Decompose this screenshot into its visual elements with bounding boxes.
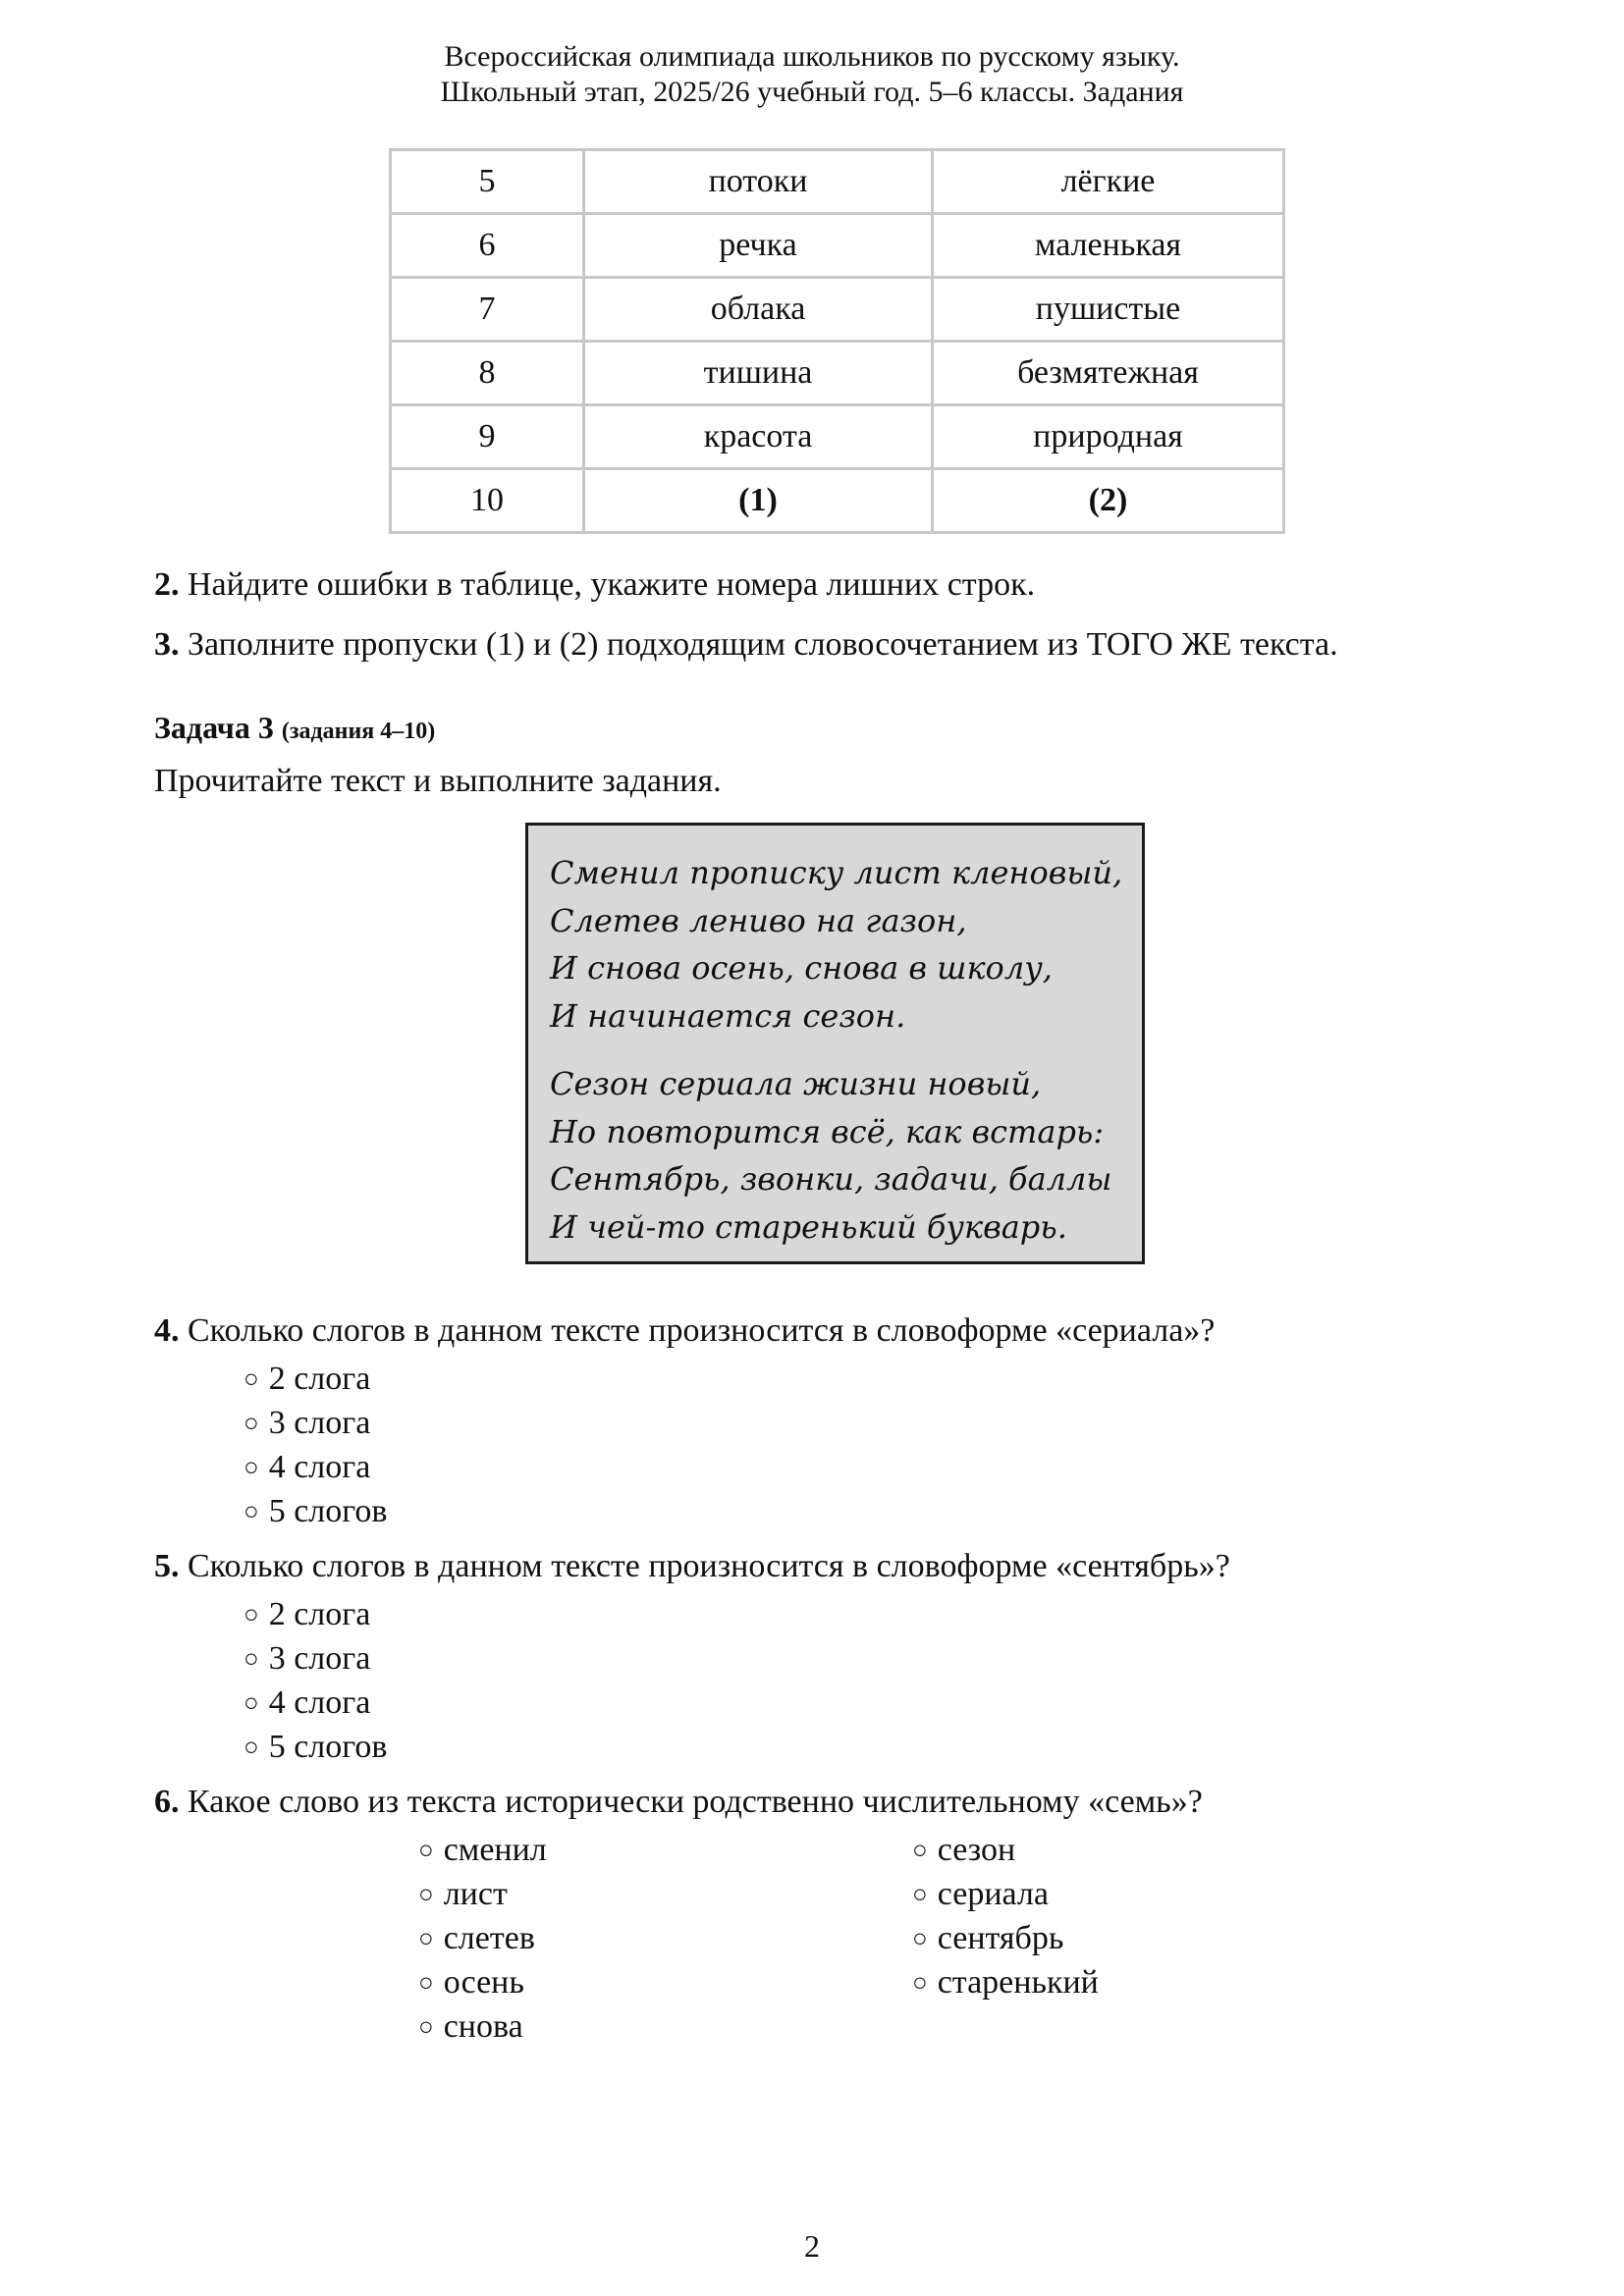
option-label: слетев bbox=[443, 1920, 535, 1956]
poem-stanza-2 bbox=[550, 1060, 1142, 1251]
task-text: Найдите ошибки в таблице, укажите номера лишних строк. bbox=[179, 566, 1036, 603]
answer-option[interactable] bbox=[244, 1681, 387, 1725]
question-5 bbox=[154, 1548, 1230, 1585]
question-number: 6. bbox=[154, 1784, 180, 1820]
option-label: снова bbox=[443, 2008, 523, 2045]
answer-option[interactable] bbox=[244, 1401, 387, 1445]
question-text: Какое слово из текста исторически родственно числительному «семь»? bbox=[179, 1784, 1203, 1820]
table-row bbox=[391, 214, 1284, 278]
row-number: 7 bbox=[391, 278, 584, 342]
adjective-cell: пушистые bbox=[933, 278, 1284, 342]
option-label: 3 слога bbox=[268, 1640, 371, 1677]
task-text: Заполните пропуски (1) и (2) подходящим словосочетанием из ТОГО ЖЕ текста. bbox=[179, 626, 1338, 663]
question-4-options bbox=[244, 1357, 387, 1533]
option-label: сменил bbox=[443, 1832, 547, 1868]
poem-stanza-1 bbox=[550, 849, 1142, 1040]
question-6 bbox=[154, 1784, 1203, 1821]
answer-option[interactable] bbox=[912, 1828, 1099, 1872]
radio-circle-icon[interactable]: ○ bbox=[244, 1733, 259, 1761]
radio-circle-icon[interactable]: ○ bbox=[418, 1924, 434, 1952]
question-text: Сколько слогов в данном тексте произносится в словоформе «сериала»? bbox=[179, 1312, 1216, 1349]
problem-subtitle: (задания 4–10) bbox=[281, 719, 436, 744]
radio-circle-icon[interactable]: ○ bbox=[418, 1968, 434, 1997]
row-number: 9 bbox=[391, 405, 584, 469]
task-3 bbox=[154, 626, 1338, 664]
table-row bbox=[391, 469, 1284, 533]
row-number: 6 bbox=[391, 214, 584, 278]
page-header bbox=[0, 39, 1624, 110]
answer-option[interactable] bbox=[244, 1592, 387, 1636]
task-number: 2. bbox=[154, 566, 180, 603]
option-label: 4 слога bbox=[268, 1449, 371, 1485]
question-4 bbox=[154, 1312, 1215, 1350]
problem-3-title bbox=[154, 710, 435, 746]
radio-circle-icon[interactable]: ○ bbox=[912, 1880, 928, 1908]
task-2 bbox=[154, 566, 1035, 604]
radio-circle-icon[interactable]: ○ bbox=[244, 1688, 259, 1717]
question-6-options-left bbox=[418, 1828, 547, 2049]
page-number: 2 bbox=[804, 2228, 820, 2264]
option-label: 4 слога bbox=[268, 1684, 371, 1721]
answer-option[interactable] bbox=[244, 1636, 387, 1681]
radio-circle-icon[interactable]: ○ bbox=[418, 1836, 434, 1864]
option-label: сезон bbox=[937, 1832, 1016, 1868]
answer-option[interactable] bbox=[244, 1489, 387, 1533]
radio-circle-icon[interactable]: ○ bbox=[912, 1836, 928, 1864]
poem-line: И начинается сезон. bbox=[550, 996, 906, 1035]
option-label: 2 слога bbox=[268, 1596, 371, 1632]
answer-option[interactable] bbox=[418, 1872, 547, 1916]
poem-box bbox=[525, 823, 1145, 1264]
problem-3-instruction: Прочитайте текст и выполните задания. bbox=[154, 763, 722, 799]
answer-option[interactable] bbox=[418, 1916, 547, 1960]
question-5-options bbox=[244, 1592, 387, 1769]
task-number: 3. bbox=[154, 626, 180, 663]
poem-line: И чей-то старенький букварь. bbox=[550, 1207, 1067, 1246]
radio-circle-icon[interactable]: ○ bbox=[244, 1364, 259, 1393]
adjective-cell: лёгкие bbox=[933, 150, 1284, 214]
radio-circle-icon[interactable]: ○ bbox=[244, 1600, 259, 1629]
option-label: лист bbox=[443, 1876, 508, 1912]
poem-line: Но повторится всё, как встарь: bbox=[550, 1112, 1105, 1150]
radio-circle-icon[interactable]: ○ bbox=[418, 2012, 434, 2041]
poem-line: Сезон сериала жизни новый, bbox=[550, 1065, 1042, 1102]
answer-option[interactable] bbox=[912, 1916, 1099, 1960]
header-line-2: Школьный этап, 2025/26 учебный год. 5–6 классы. Задания bbox=[440, 76, 1184, 108]
radio-circle-icon[interactable]: ○ bbox=[244, 1453, 259, 1481]
noun-cell: облака bbox=[584, 278, 933, 342]
option-label: 5 слогов bbox=[268, 1729, 388, 1765]
blank-2-cell: (2) bbox=[933, 469, 1284, 533]
answer-option[interactable] bbox=[418, 1960, 547, 2004]
noun-cell: тишина bbox=[584, 342, 933, 405]
blank-1-cell: (1) bbox=[584, 469, 933, 533]
adjective-cell: маленькая bbox=[933, 214, 1284, 278]
answer-option[interactable] bbox=[244, 1725, 387, 1769]
row-number: 10 bbox=[391, 469, 584, 533]
option-label: сериала bbox=[937, 1876, 1049, 1912]
poem-line: Сентябрь, звонки, задачи, баллы bbox=[550, 1160, 1112, 1198]
table-row bbox=[391, 278, 1284, 342]
option-label: осень bbox=[443, 1964, 524, 2001]
question-text: Сколько слогов в данном тексте произносится в словоформе «сентябрь»? bbox=[179, 1548, 1230, 1584]
answer-option[interactable] bbox=[912, 1960, 1099, 2004]
option-label: старенький bbox=[937, 1964, 1099, 2001]
answer-option[interactable] bbox=[418, 2004, 547, 2049]
radio-circle-icon[interactable]: ○ bbox=[418, 1880, 434, 1908]
answer-option[interactable] bbox=[418, 1828, 547, 1872]
option-label: 3 слога bbox=[268, 1405, 371, 1441]
words-table bbox=[389, 148, 1285, 534]
radio-circle-icon[interactable]: ○ bbox=[244, 1409, 259, 1437]
poem-line: Сменил прописку лист кленовый, bbox=[550, 854, 1123, 891]
poem-line: И снова осень, снова в школу, bbox=[550, 949, 1053, 987]
adjective-cell: безмятежная bbox=[933, 342, 1284, 405]
table-row bbox=[391, 150, 1284, 214]
table-row bbox=[391, 405, 1284, 469]
row-number: 5 bbox=[391, 150, 584, 214]
answer-option[interactable] bbox=[244, 1445, 387, 1489]
table-row bbox=[391, 342, 1284, 405]
noun-cell: речка bbox=[584, 214, 933, 278]
adjective-cell: природная bbox=[933, 405, 1284, 469]
option-label: 5 слогов bbox=[268, 1493, 388, 1529]
radio-circle-icon[interactable]: ○ bbox=[244, 1644, 259, 1673]
answer-option[interactable] bbox=[244, 1357, 387, 1401]
question-6-options-right bbox=[912, 1828, 1099, 2004]
option-label: сентябрь bbox=[937, 1920, 1064, 1956]
poem-line: Слетев лениво на газон, bbox=[550, 901, 967, 939]
radio-circle-icon[interactable]: ○ bbox=[244, 1497, 259, 1525]
answer-option[interactable] bbox=[912, 1872, 1099, 1916]
radio-circle-icon[interactable]: ○ bbox=[912, 1924, 928, 1952]
noun-cell: красота bbox=[584, 405, 933, 469]
header-line-1: Всероссийская олимпиада школьников по русскому языку. bbox=[444, 40, 1180, 73]
row-number: 8 bbox=[391, 342, 584, 405]
question-number: 5. bbox=[154, 1548, 180, 1584]
problem-title: Задача 3 bbox=[154, 710, 274, 745]
option-label: 2 слога bbox=[268, 1361, 371, 1397]
noun-cell: потоки bbox=[584, 150, 933, 214]
question-number: 4. bbox=[154, 1312, 180, 1349]
radio-circle-icon[interactable]: ○ bbox=[912, 1968, 928, 1997]
